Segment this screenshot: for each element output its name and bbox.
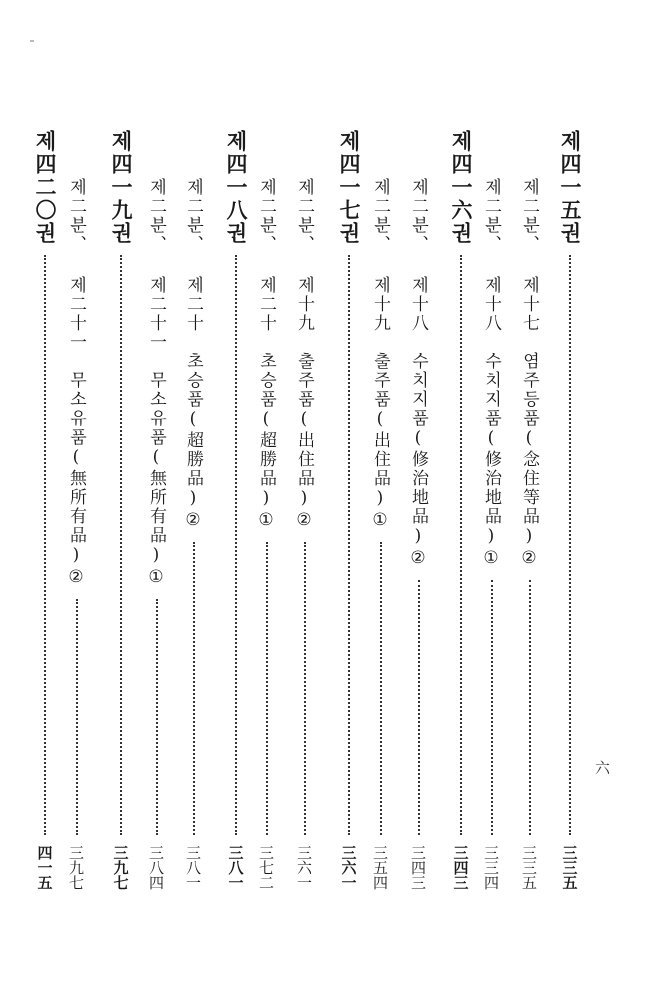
entry-title: 제二분、 제十九 출주품(出住品)①	[370, 178, 390, 532]
volume-heading	[555, 130, 585, 890]
page-number: 三七二	[257, 845, 275, 890]
volume-heading	[334, 130, 364, 890]
volume-title: 제四二〇권	[33, 130, 58, 245]
volume-title: 제四一八권	[224, 130, 249, 245]
entry-title: 제二분、 제二十 초승품(超勝品)②	[183, 178, 203, 532]
page-number: 三三四	[482, 845, 500, 890]
dot-leader	[120, 255, 122, 835]
page-number: 三六一	[339, 845, 358, 890]
ink-speck	[30, 40, 34, 42]
folio-number: 六	[593, 760, 611, 775]
dot-leader	[418, 580, 420, 835]
dot-leader	[304, 542, 306, 835]
toc-entry	[144, 130, 169, 890]
dot-leader	[491, 580, 493, 835]
toc-entry	[479, 130, 504, 890]
page-number: 三三五	[560, 845, 579, 890]
entry-title: 제二분、 제二十一 무소유품(無所有品)②	[66, 178, 86, 589]
volume-title: 제四一七권	[337, 130, 362, 245]
dot-leader	[380, 542, 382, 835]
entry-title: 제二분、 제二十一 무소유품(無所有品)①	[146, 178, 166, 589]
dot-leader	[348, 255, 350, 835]
page-number: 三八一	[184, 845, 202, 890]
dot-leader	[569, 255, 571, 835]
toc-entry	[517, 130, 542, 890]
toc-entry	[254, 130, 279, 890]
page-number: 三九七	[111, 845, 130, 890]
toc-entry	[181, 130, 206, 890]
entry-title: 제二분、 제十八 수치지품(修治地品)②	[408, 178, 428, 570]
page-number: 三九七	[67, 845, 85, 890]
dot-leader	[193, 542, 195, 835]
dot-leader	[529, 580, 531, 835]
volume-title: 제四一五권	[558, 130, 583, 245]
page-number: 三八一	[226, 845, 245, 890]
entry-title: 제二분、 제十九 출주품(出住品)②	[294, 178, 314, 532]
volume-title: 제四一九권	[109, 130, 134, 245]
volume-heading	[446, 130, 476, 890]
volume-heading	[106, 130, 136, 890]
page-number: 三四三	[451, 845, 470, 890]
dot-leader	[235, 255, 237, 835]
entry-title: 제二분、 제十八 수치지품(修治地品)①	[481, 178, 501, 570]
volume-title: 제四一六권	[449, 130, 474, 245]
page-number: 三三五	[520, 845, 538, 890]
page-number: 三五四	[371, 845, 389, 890]
dot-leader	[44, 255, 46, 835]
toc-entry	[406, 130, 431, 890]
entry-title: 제二분、 제二十 초승품(超勝品)①	[256, 178, 276, 532]
toc-entry	[292, 130, 317, 890]
page-number: 三四三	[409, 845, 427, 890]
toc-entry	[368, 130, 393, 890]
dot-leader	[460, 255, 462, 835]
entry-title: 제二분、 제十七 염주등품(念住等品)②	[519, 178, 539, 570]
page-number: 四一五	[35, 845, 54, 890]
page-number: 三八四	[147, 845, 165, 890]
dot-leader	[76, 599, 78, 835]
volume-heading	[221, 130, 251, 890]
dot-leader	[156, 599, 158, 835]
dot-leader	[266, 542, 268, 835]
volume-heading	[30, 130, 60, 890]
page-number: 三六一	[295, 845, 313, 890]
toc-entry	[64, 130, 89, 890]
